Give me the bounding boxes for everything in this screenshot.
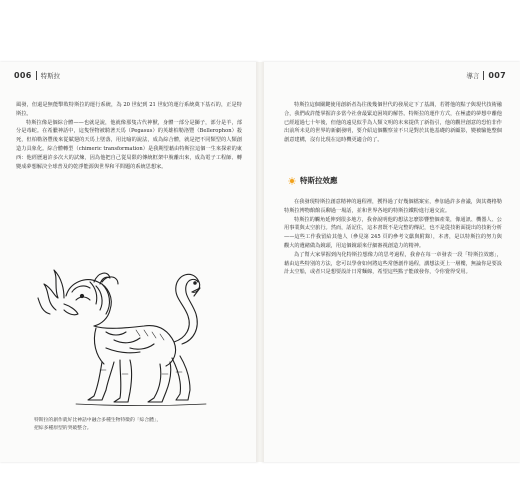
header-divider [483,71,484,80]
sun-icon [288,177,296,185]
chimera-illustration [36,252,236,410]
paragraph: 在我發現特斯拉創意精神的過程裡，獲得過了好幾個檔案室，參加過許多會議，與其賽格勒特斯拉博物館館長聊過一場話，並和世界各地的特斯拉鐵粉進行過交流。 [284,199,502,214]
illustration-caption: 特斯拉的創作就好比神話中融合多種生物特徵的「綜合體」，把綜多種原型的突破整合。 [34,418,162,431]
left-page-number: 006 [14,71,32,80]
left-page-header [14,71,60,80]
section-heading [288,175,338,186]
right-page-header [466,71,506,80]
paragraph: 特斯拉這個關鍵使用創新者為往後幾個世代的發展定下了基調，若將他的點子與現代技術融合，我們或許能掌握許多當今社會最緊迫困境的解答。特斯拉的運作方式，在極盡的夢想中離他已經超過七十年後，但他的遠見似乎為人類文明的未來提供了新指引，他的觀世創意的恐怕非作出前所未見的世界的新劇發明，要介紹這個觀察並不只是對於其他基礎的新顧影，變被驗他整個創意建構，沒有比現在這時機更適合的了。 [284,102,502,144]
right-page-number: 007 [488,71,506,80]
right-body-text-top [284,101,502,145]
header-divider [36,71,37,80]
left-body-text [16,101,242,171]
paragraph: 特斯拉的觸角延伸到很多地方，我會說明他的想法怎麼影響整個產業，像通訊、機器人、公用事業與太空旅行。然而，話記住，這本書既不是完整的傳記，也不是從技術面提出的技術分析——這些工作我留給其他人（參見第 245 頁的參考文獻與附錄），本書，是以特斯拉的努力與觀大的遺緒做為鏡頭，用這個鏡頭來仔細審視創造力的精神。 [284,216,502,249]
right-running-head: 導言 [466,72,480,80]
right-body-text-bottom [284,198,502,277]
paragraph: 特斯拉像是個綜合體——也就是說，他就像那隻古代神獸，身體一部分是獅子，部分是羊，部分是毒蛇。在希臘神話中，這隻怪物被騎著天馬（Pegasus）的英雄柏勒洛豐（Bellerophon）殺死，但柏勒洛豐後來從賦翅的天馬上墜落，用比喻的說法，成為綜合體，就是把不同類型的人類創造力具象化。綜合體轉型（chimeric transformation）是我期望藉由特斯拉這個一生來探索的東西：他經歷過許多次大的試煉，因為他把自己從局限的傳統框架中脫離出來，成為電子工程師、轉變成夢想解決全球普及的乾淨能源與世界和平問題的系統思想家。 [16,119,242,170]
paragraph: 風發，但還是無能擊敗特斯拉的運行系統，為 20 世紀到 21 世紀的運行系統奠下基石的，正是特斯拉。 [16,102,242,117]
section-title: 特斯拉效應 [300,176,338,185]
left-running-head: 特斯拉 [40,72,61,80]
paragraph: 為了幫大家掌握到內化特斯拉想像力的思考過程，我會在每一章發表一段「特斯拉效應」，藉由這些特別的方法，您可以學會如何將這些常態創作過程，講想法更上一層樓，無論你是要設計太空船，或者只是想要設計日常麵線，希望這些點子能啟發你，令你覺得受用。 [284,251,502,276]
book-gutter [256,62,264,462]
